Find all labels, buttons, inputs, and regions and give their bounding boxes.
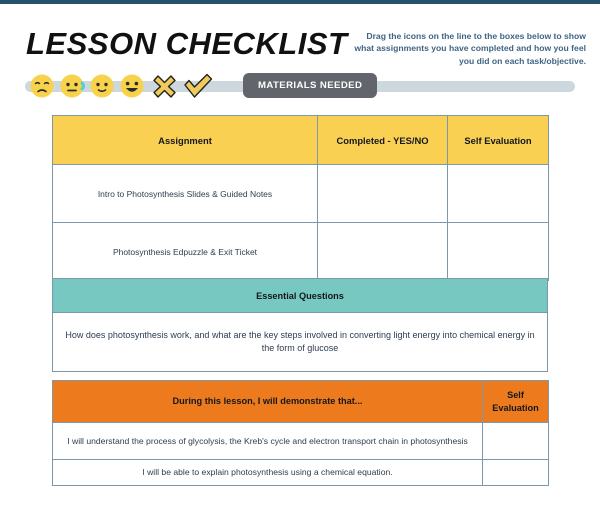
column-header-objective-self-evaluation: Self Evaluation (483, 381, 549, 423)
assignments-header-row (53, 116, 549, 165)
table-row (53, 423, 549, 460)
objectives-table (52, 380, 549, 486)
emoji-big-smile-face[interactable] (118, 72, 146, 100)
emoji-slight-smile-face[interactable] (88, 72, 116, 100)
objectives-header-row (53, 381, 549, 423)
objective-self-evaluation-dropzone[interactable] (483, 423, 549, 460)
column-header-completed: Completed - YES/NO (318, 116, 448, 165)
table-row (53, 460, 549, 486)
assignments-table (52, 115, 549, 281)
table-row (53, 223, 549, 281)
check-mark-icon[interactable] (183, 72, 210, 100)
assignment-completed-dropzone[interactable] (318, 165, 448, 223)
emoji-sad-sleepy-face[interactable] (28, 72, 56, 100)
column-header-demonstrate: During this lesson, I will demonstrate that... (53, 381, 483, 423)
essential-questions-text: How does photosynthesis work, and what are the key steps involved in converting light energy into chemical energy in the form of glucose (53, 313, 548, 372)
draggable-icon-row (28, 72, 210, 100)
x-mark-icon[interactable] (151, 72, 178, 100)
assignment-name: Photosynthesis Edpuzzle & Exit Ticket (53, 223, 318, 281)
table-row (53, 165, 549, 223)
objective-self-evaluation-dropzone[interactable] (483, 460, 549, 486)
table-row (53, 313, 548, 372)
page-title: LESSON CHECKLIST (26, 26, 348, 61)
essential-questions-header: Essential Questions (53, 279, 548, 313)
instructions-text: Drag the icons on the line to the boxes below to show what assignments you have completed and how you feel you did on each task/objective. (354, 31, 586, 66)
assignment-self-evaluation-dropzone[interactable] (448, 223, 549, 281)
assignment-self-evaluation-dropzone[interactable] (448, 165, 549, 223)
assignment-completed-dropzone[interactable] (318, 223, 448, 281)
essential-questions-table (52, 278, 548, 372)
icon-rail (0, 72, 600, 104)
column-header-self-evaluation: Self Evaluation (448, 116, 549, 165)
objective-statement: I will be able to explain photosynthesis using a chemical equation. (53, 460, 483, 486)
essential-questions-header-row (53, 279, 548, 313)
column-header-assignment: Assignment (53, 116, 318, 165)
materials-needed-badge[interactable]: MATERIALS NEEDED (243, 73, 377, 98)
page-header (0, 22, 600, 74)
objective-statement: I will understand the process of glycolysis, the Kreb's cycle and electron transport chain in photosynthesis (53, 423, 483, 460)
assignment-name: Intro to Photosynthesis Slides & Guided Notes (53, 165, 318, 223)
emoji-neutral-face[interactable] (58, 72, 86, 100)
